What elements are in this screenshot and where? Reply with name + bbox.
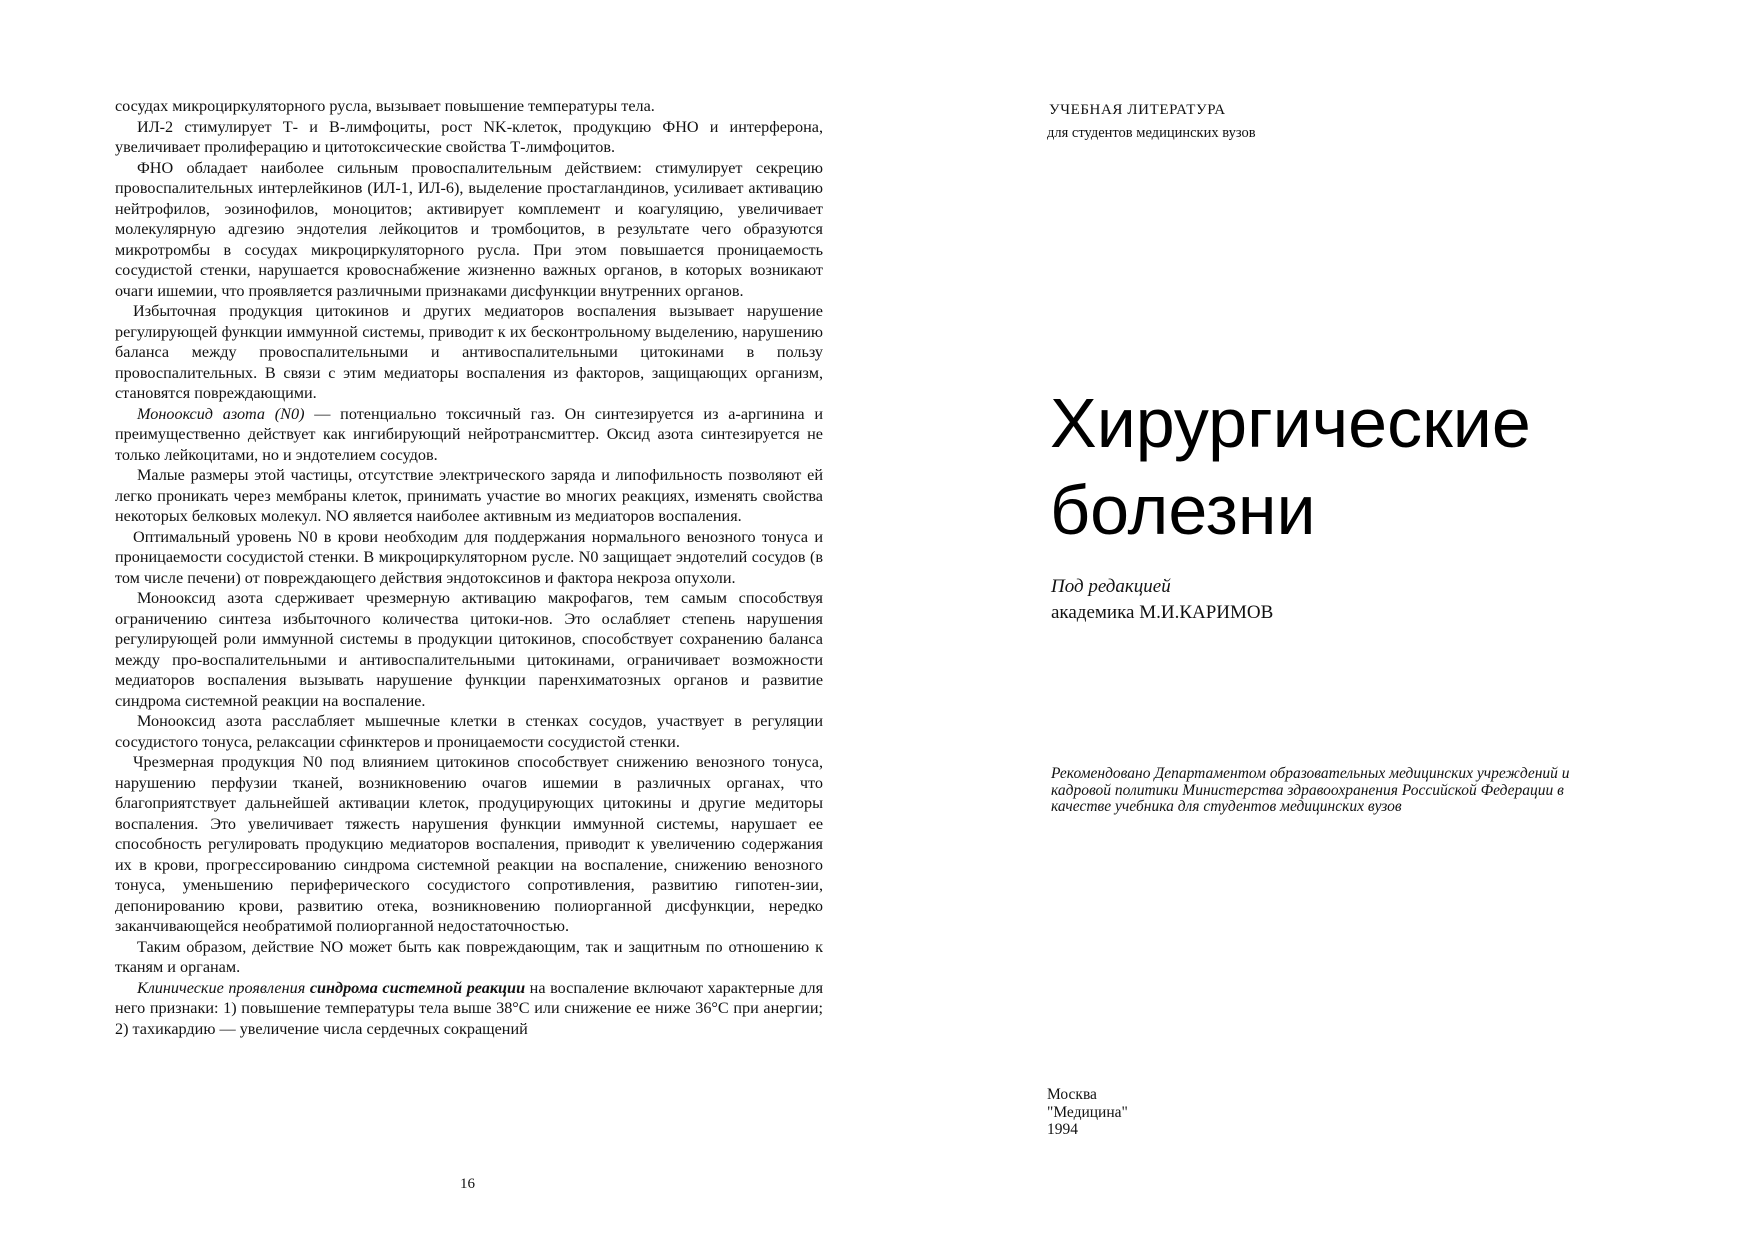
paragraph: сосудах микроциркуляторного русла, вызывает повышение температуры тела.: [115, 97, 655, 115]
imprint-publisher: "Медицина": [1047, 1103, 1128, 1121]
page-number: 16: [460, 1176, 475, 1192]
paragraph: ФНО обладает наиболее сильным провоспалительным действием: стимулирует секрецию провоспалительных интерлейкинов (ИЛ-1, ИЛ-6), выделение простагландинов, усиливает активацию нейтрофилов, эозинофилов, моноцитов; активирует комплемент и коагуляцию, увеличивает молекулярную адгезию эндотелия лейкоцитов и тромбоцитов, в результате чего образуются микротромбы в сосудах микроциркуляторного русла. При этом повышается проницаемость сосудистой стенки, нарушается кровоснабжение жизненно важных органов, в которых возникают очаги ишемии, что проявляется различными признаками дисфункции внутренних органов.: [115, 158, 823, 300]
recommendation-note: Рекомендовано Департаментом образовательных медицинских учреждений и кадровой политики Министерства здравоохранения Российской Федерации в качестве учебника для студентов медицинских вузов: [1051, 765, 1570, 815]
imprint-year: 1994: [1047, 1121, 1078, 1138]
paragraph: Таким образом, действие NO может быть как повреждающим, так и защитным по отношению к тканям и органам.: [115, 937, 823, 976]
paragraph: Избыточная продукция цитокинов и других медиаторов воспаления вызывает нарушение регулирующей функции иммунной системы, приводит к их бесконтрольному выделению, нарушению баланса между провоспалительными и антивоспалительными цитокинами в пользу провоспалительных. В связи с этим медиаторы воспаления из факторов, защищающих организм, становятся повреждающими.: [115, 302, 823, 402]
left-page: [115, 96, 823, 1039]
term-nitric-oxide: Монооксид азота (N0): [137, 404, 305, 423]
title-line: Хирургические: [1050, 384, 1531, 462]
paragraph: Чрезмерная продукция N0 под влиянием цитокинов способствует снижению венозного тонуса, нарушению перфузии тканей, возникновению очагов ишемии в различных органах, что благоприятствует дальнейшей активации клеток, продуцирующих цитокины и другие медиторы воспаления. Это увеличивает тяжесть нарушения функции иммунной системы, нарушает ее способность регулировать продукцию медиаторов воспаления, приводит к увеличению содержания их в крови, прогрессированию синдрома системной реакции на воспаление, снижению венозного тонуса, уменьшению периферического сосудистого сопротивления, развитию гипотен-зии, депонированию крови, развитию отека, возникновению полиорганной дисфункции, нередко заканчивающейся необратимой полиорганной недостаточностью.: [115, 753, 823, 935]
series-subtitle: для студентов медицинских вузов: [1047, 125, 1256, 141]
paragraph: Монооксид азота расслабляет мышечные клетки в стенках сосудов, участвует в регуляции сосудистого тонуса, релаксации сфинктеров и проницаемости сосудистой стенки.: [115, 712, 823, 751]
paragraph: Монооксид азота сдерживает чрезмерную активацию макрофагов, тем самым способствуя ограничению синтеза избыточного количества цитоки-нов. Это ослабляет степень нарушения регулирующей роли иммунной системы в продукции цитокинов, способствует сохранению баланса между про-воспалительными и антивоспалительными цитокинами, ограничивает возможности медиаторов воспаления вызывать нарушение функции паренхиматозных органов и развитие синдрома системной реакции на воспаление.: [115, 589, 823, 710]
paragraph-clinical: [115, 978, 823, 1040]
paragraph: Малые размеры этой частицы, отсутствие электрического заряда и липофильность позволяют ей легко проникать через мембраны клеток, принимать участие во многих реакциях, изменять свойства некоторых белковых молекул. NO является наиболее активным из медиаторов воспаления.: [115, 466, 823, 525]
clinical-text: на воспаление включают характерные для него признаки: 1) повышение температуры тела выше 38°С или снижение ее ниже 36°С при анергии; 2) тахикардию — увеличение числа сердечных сокращений: [115, 978, 824, 1038]
title-line: болезни: [1050, 471, 1316, 549]
paragraph-text: — потенциально токсичный газ. Он синтезируется из а-аргинина и преимущественно действует как ингибирующий нейротрансмиттер. Оксид азота синтезируется не только лейкоцитами, но и эндотелием сосудов.: [115, 404, 824, 464]
paragraph: ИЛ-2 стимулирует Т- и В-лимфоциты, рост NK-клеток, продукцию ФНО и интерферона, увеличивает пролиферацию и цитотоксические свойства Т-лимфоцитов.: [115, 117, 823, 156]
paragraph-nitric-oxide: [115, 404, 823, 466]
book-title: [1050, 380, 1531, 554]
paragraph: Оптимальный уровень N0 в крови необходим для поддержания нормального венозного тонуса и проницаемости сосудистой стенки. В микроциркуляторном русле. N0 защищает эндотелий сосудов (в том числе печени) от повреждающего действия эндотоксинов и фактора некроза опухоли.: [115, 527, 823, 587]
imprint: [1047, 1086, 1128, 1139]
clinical-lead: Клинические проявления: [137, 978, 306, 997]
imprint-city: Москва: [1047, 1086, 1097, 1103]
series-label: УЧЕБНАЯ ЛИТЕРАТУРА: [1049, 102, 1226, 118]
editor-name: академика М.И.КАРИМОВ: [1051, 602, 1274, 623]
clinical-term: синдрома системной реакции: [309, 978, 526, 997]
editor-label: Под редакцией: [1051, 576, 1171, 597]
